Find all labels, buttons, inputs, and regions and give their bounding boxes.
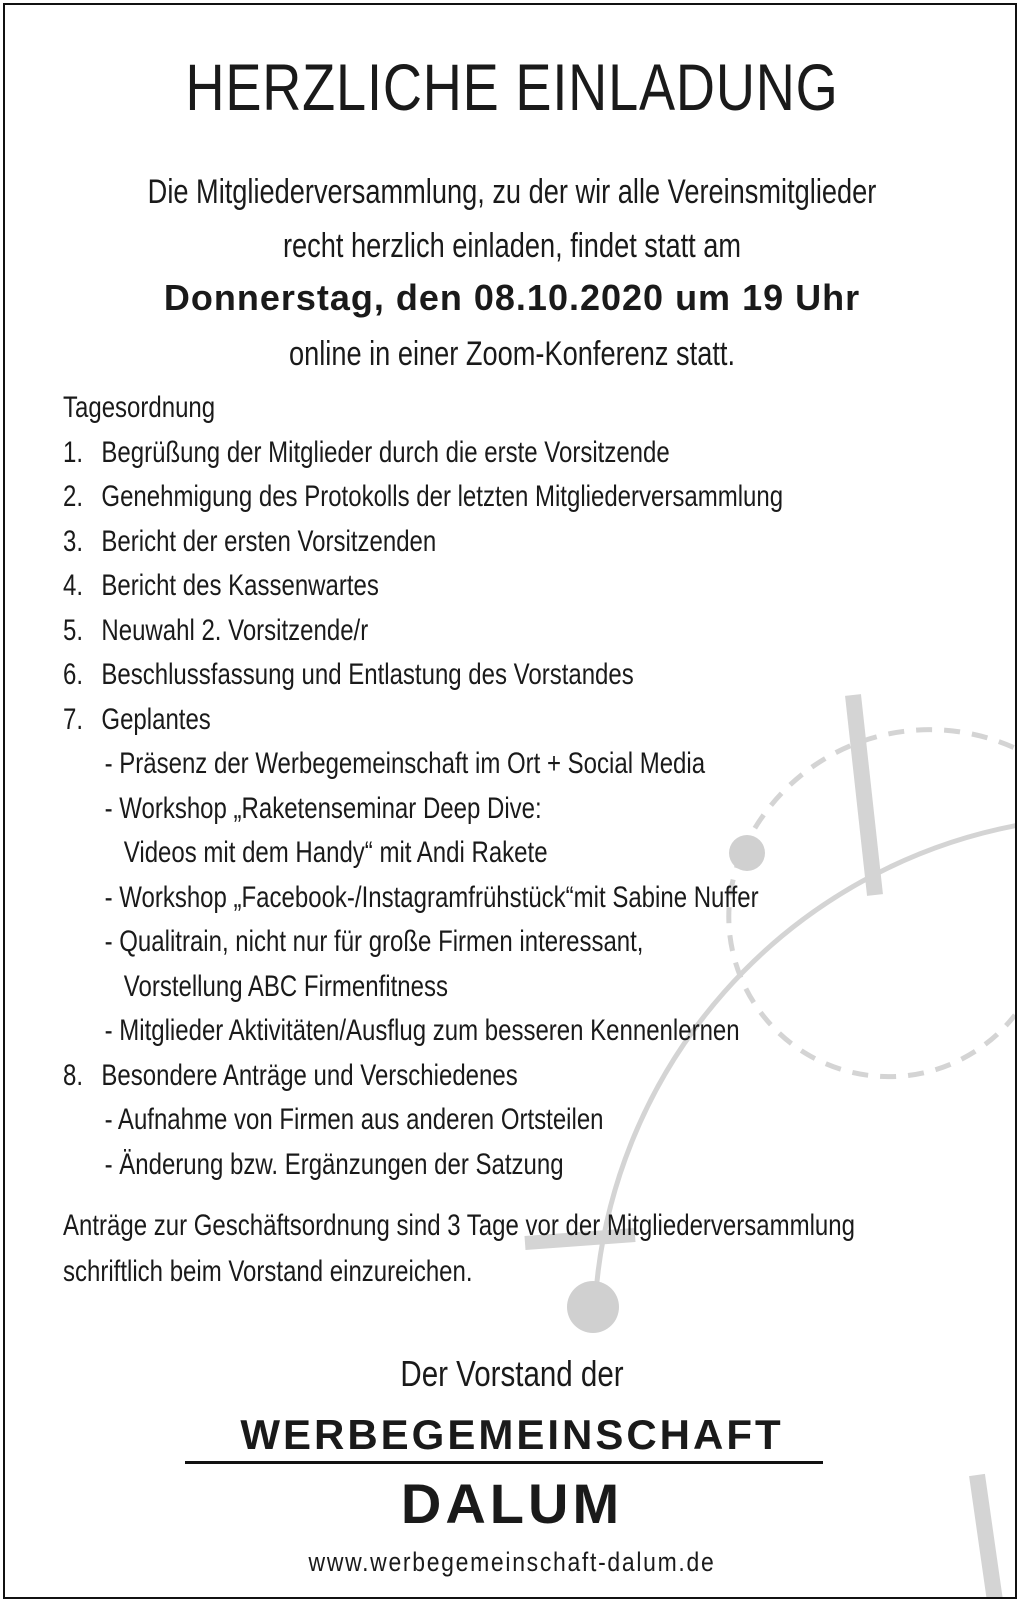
agenda-subitem: - Präsenz der Werbegemeinschaft im Ort + Social Media [104, 747, 706, 780]
note-line: schriftlich beim Vorstand einzureichen. [63, 1255, 473, 1288]
agenda-subitem-continuation: Vorstellung ABC Firmenfitness [123, 969, 448, 1003]
agenda-item-number: 5. [63, 613, 84, 647]
agenda-item-text: Genehmigung des Protokolls der letzten Mitgliederversammlung [101, 480, 784, 513]
meeting-venue: online in einer Zoom-Konferenz statt. [288, 335, 735, 373]
agenda-item [63, 614, 783, 659]
agenda-item-text: Bericht des Kassenwartes [101, 569, 379, 602]
invitation-card [3, 3, 1017, 1599]
agenda-subitem: - Workshop „Facebook-/Instagramfrühstück“mit Sabine Nuffer [104, 880, 759, 914]
note-line: Anträge zur Geschäftsordnung sind 3 Tage vor der Mitgliederversammlung [63, 1209, 855, 1242]
submission-note [63, 1203, 855, 1295]
agenda-item-number: 7. [63, 702, 84, 736]
agenda-item-text: Begrüßung der Mitglieder durch die erste Vorsitzende [101, 435, 670, 469]
agenda-item-text: Beschlussfassung und Entlastung des Vorstandes [101, 658, 634, 691]
agenda-item-number: 2. [63, 480, 84, 513]
agenda-heading: Tagesordnung [63, 391, 216, 424]
agenda-item [63, 569, 783, 614]
signature-divider [185, 1461, 823, 1464]
org-name: WERBEGEMEINSCHAFT [240, 1411, 784, 1458]
website-url: www.werbegemeinschaft-dalum.de [308, 1547, 716, 1577]
agenda-item-number: 3. [63, 524, 84, 558]
agenda-item-text: Geplantes [101, 702, 211, 736]
agenda-subitem: - Workshop „Raketenseminar Deep Dive: [104, 791, 542, 825]
invitation-title: HERZLICHE EINLADUNG [185, 50, 839, 124]
agenda [63, 391, 963, 1192]
agenda-item [63, 703, 783, 748]
agenda-subitem: - Mitglieder Aktivitäten/Ausflug zum besseren Kennenlernen [104, 1014, 740, 1047]
agenda-item-number: 8. [63, 1058, 84, 1092]
agenda-list [63, 436, 963, 1193]
meeting-date: Donnerstag, den 08.10.2020 um 19 Uhr [163, 277, 861, 318]
intro-line-2: recht herzlich einladen, findet statt am [282, 227, 742, 265]
agenda-item-number: 1. [63, 435, 84, 469]
agenda-subitem-continuation: Videos mit dem Handy“ mit Andi Rakete [123, 836, 548, 869]
agenda-item [63, 480, 783, 525]
agenda-subitem: - Qualitrain, nicht nur für große Firmen interessant, [104, 925, 644, 958]
agenda-item-text: Bericht der ersten Vorsitzenden [101, 524, 437, 558]
agenda-subitem: - Änderung bzw. Ergänzungen der Satzung [104, 1147, 564, 1181]
agenda-subitem: - Aufnahme von Firmen aus anderen Ortsteilen [104, 1103, 604, 1136]
agenda-item [63, 1059, 783, 1104]
agenda-item-text: Besondere Anträge und Verschiedenes [101, 1058, 518, 1092]
agenda-item [63, 525, 783, 570]
agenda-item [63, 658, 783, 703]
agenda-item [63, 436, 783, 481]
intro-line-1: Die Mitgliederversammlung, zu der wir alle Vereinsmitglieder [147, 173, 877, 211]
agenda-item-number: 6. [63, 658, 84, 691]
org-place: DALUM [400, 1472, 624, 1535]
agenda-item-text: Neuwahl 2. Vorsitzende/r [101, 613, 369, 647]
agenda-item-number: 4. [63, 569, 84, 602]
board-label: Der Vorstand der [400, 1353, 624, 1394]
